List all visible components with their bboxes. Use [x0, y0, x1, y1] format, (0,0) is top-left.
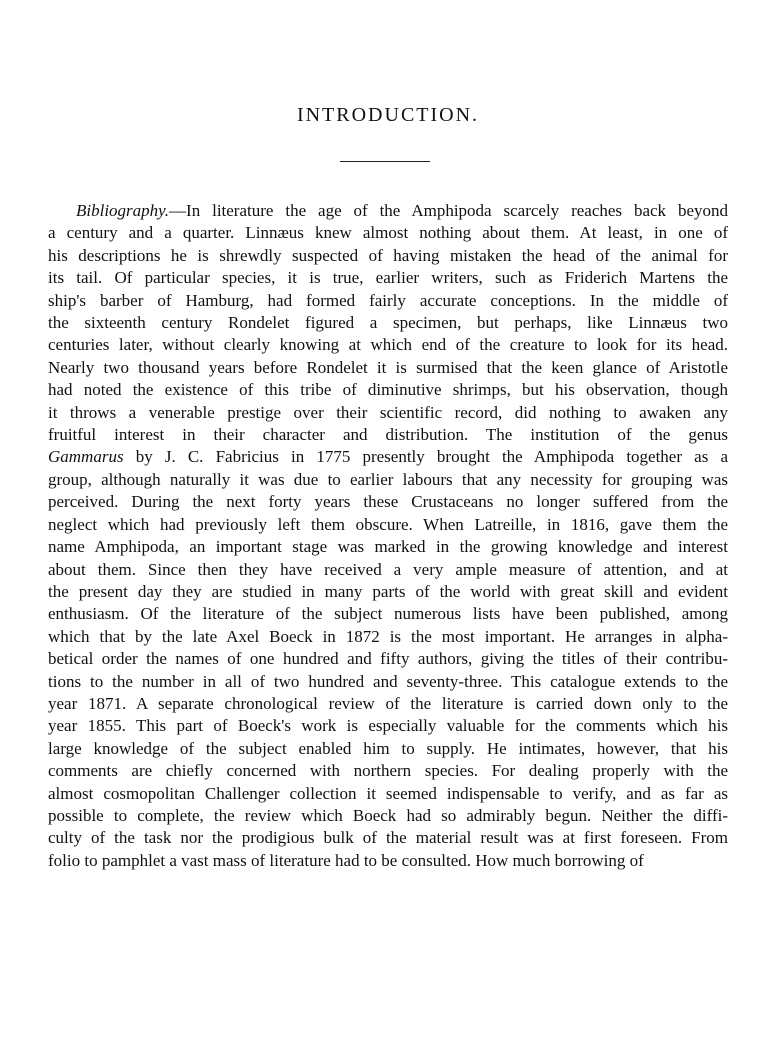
text-line: comments are chiefly concerned with northern species. For dealing properly with the: [48, 761, 728, 781]
genus-name: Gammarus: [48, 447, 124, 467]
text-line: year 1871. A separate chronological review of the literature is carried down only to the: [48, 693, 728, 713]
text-line: name Amphipoda, an important stage was marked in the growing knowledge and interest: [48, 537, 728, 557]
title-divider: [340, 161, 430, 162]
text-line: enthusiasm. Of the literature of the subject numerous lists have been published, among: [48, 604, 728, 624]
text-line: tions to the number in all of two hundred and seventy-three. This catalogue extends to the: [48, 671, 728, 691]
page-title: INTRODUCTION.: [296, 104, 480, 126]
section-heading: Bibliography.: [76, 201, 170, 220]
text-line: large knowledge of the subject enabled him to supply. He intimates, however, that his: [48, 738, 728, 758]
text-line: year 1855. This part of Boeck's work is especially valuable for the comments which his: [48, 716, 728, 736]
text-line: culty of the task nor the prodigious bulk of the material result was at first foreseen. From: [48, 828, 728, 848]
text-line: Nearly two thousand years before Rondelet it is surmised that the keen glance of Aristotle: [48, 357, 728, 377]
text-line: fruitful interest in their character and distribution. The institution of the genus: [48, 425, 728, 445]
text-line: ship's barber of Hamburg, had formed fairly accurate conceptions. In the middle of: [48, 290, 728, 310]
text-line: which that by the late Axel Boeck in 1872 is the most important. He arranges in alpha-: [48, 626, 728, 646]
text-line: Bibliography.—In literature the age of the Amphipoda scarcely reaches back beyond: [76, 201, 728, 220]
text-line: centuries later, without clearly knowing at which end of the creature to look for its head.: [48, 335, 728, 355]
text-line: had noted the existence of this tribe of diminutive shrimps, but his observation, though: [48, 380, 728, 400]
text-line: his descriptions he is shrewdly suspected of having mistaken the head of the animal for: [48, 245, 728, 265]
text-line: group, although naturally it was due to earlier labours that any necessity for grouping was: [48, 469, 728, 489]
text-line: almost cosmopolitan Challenger collection it seemed indispensable to verify, and as far as: [48, 783, 728, 803]
text-line: its tail. Of particular species, it is true, earlier writers, such as Friderich Martens the: [48, 268, 728, 288]
text-line: the present day they are studied in many parts of the world with great skill and evident: [48, 581, 728, 601]
text-line: possible to complete, the review which Boeck had so admirably begun. Neither the diffi-: [48, 805, 728, 825]
text-line: betical order the names of one hundred and fifty authors, giving the titles of their contribu-: [48, 649, 728, 669]
text-line: the sixteenth century Rondelet figured a specimen, but perhaps, like Linnæus two: [48, 313, 728, 333]
text-line: about them. Since then they have received a very ample measure of attention, and at: [48, 559, 728, 579]
text-line: perceived. During the next forty years these Crustaceans no longer suffered from the: [48, 492, 728, 512]
text-line: a century and a quarter. Linnæus knew almost nothing about them. At least, in one of: [48, 223, 728, 243]
text-line: neglect which had previously left them obscure. When Latreille, in 1816, gave them the: [48, 514, 728, 534]
text-line: Gammarus by J. C. Fabricius in 1775 presently brought the Amphipoda together as a: [48, 447, 728, 467]
text-line: it throws a venerable prestige over their scientific record, did nothing to awaken any: [48, 402, 728, 422]
text-line: folio to pamphlet a vast mass of literature had to be consulted. How much borrowing of: [48, 850, 644, 870]
bibliography-paragraph: [48, 200, 728, 872]
